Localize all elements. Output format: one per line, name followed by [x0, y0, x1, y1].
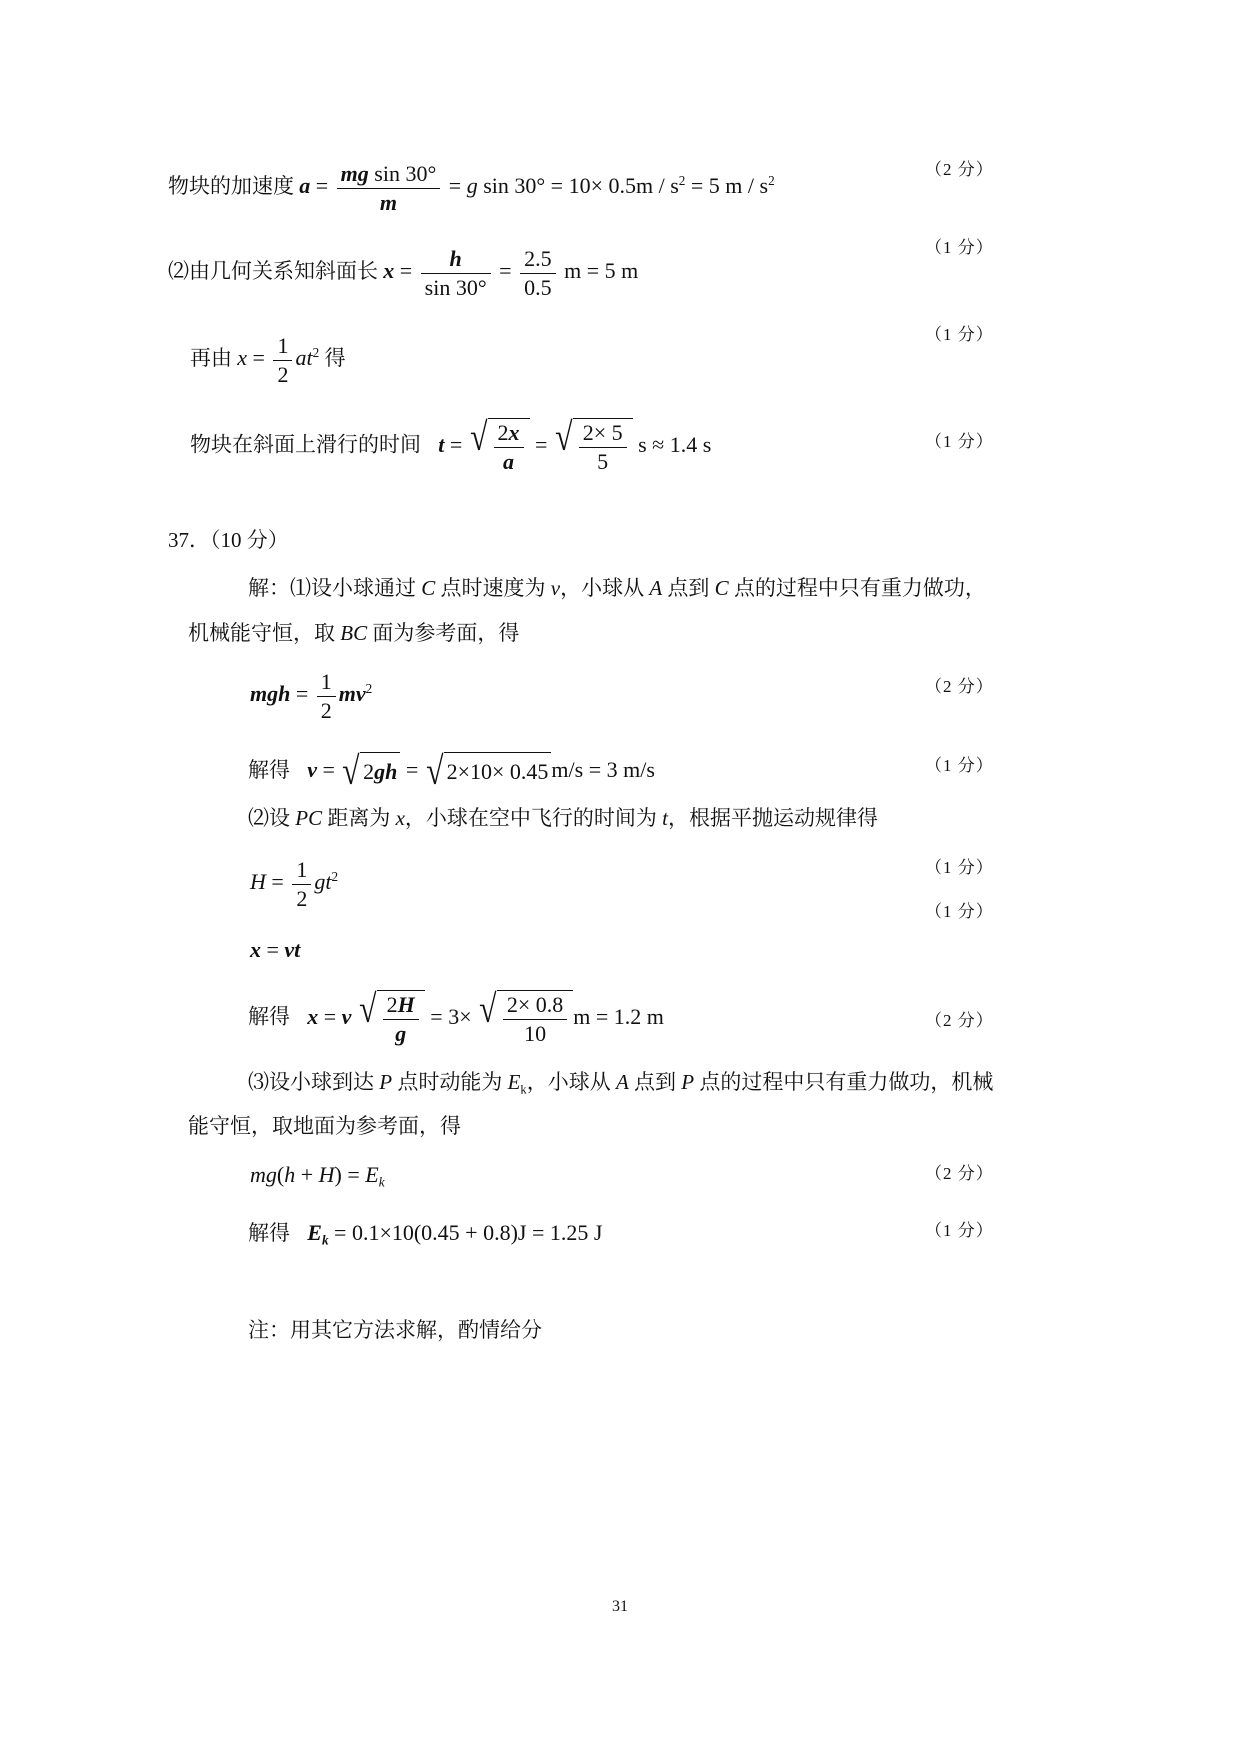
q37-paragraph-3	[248, 808, 878, 829]
horizontal-equation: x = vt	[250, 937, 301, 962]
energy-equation: mgh = $\frac{1}{2}$ $mv^2$	[250, 669, 373, 723]
q37-p1d: 点到	[667, 576, 710, 600]
q37-p1b: 点时速度为	[440, 576, 546, 600]
symbol-c-2: C	[714, 576, 729, 600]
score-11: （1 分）	[925, 1221, 994, 1240]
symbol-ek: E	[507, 1070, 521, 1094]
symbol-x: x	[395, 806, 405, 830]
time-formula: t = √ $\frac{2x}{a}$ = √ $\frac{2\times 5}{5}$ s ≈ 1.4 s	[438, 415, 712, 474]
q37-p4d: 点到	[634, 1070, 677, 1094]
q37-paragraph-2	[188, 623, 519, 644]
again-label-b: 得	[324, 346, 346, 371]
fall-equation: H = $\frac{1}{2}$ $gt^2$	[250, 857, 339, 911]
symbol-p: P	[379, 1070, 393, 1094]
q37-p1a: 解：⑴设小球通过	[248, 576, 416, 600]
q37-p4e: 点的过程中只有重力做功，机械	[699, 1070, 994, 1094]
q37-paragraph-4	[248, 1070, 994, 1097]
solve-label-3: 解得	[248, 1221, 290, 1245]
accel-label: 物块的加速度	[168, 174, 294, 199]
symbol-bc: BC	[340, 621, 368, 645]
symbol-p-2: P	[681, 1070, 695, 1094]
slope-line	[168, 245, 638, 301]
time-line	[190, 415, 712, 475]
symbol-pc: PC	[295, 806, 323, 830]
score-10: （2 分）	[925, 1164, 994, 1183]
q37-p2b: 面为参考面，得	[372, 621, 520, 645]
kinematics-formula: x = $\frac{1}{2}$ $at^2$	[237, 333, 320, 387]
energy-equation-2: $mg(h + H) = E_k$	[250, 1162, 385, 1190]
score-1: （2 分）	[925, 160, 994, 179]
slope-label: ⑵由几何关系知斜面长	[168, 259, 378, 284]
distance-line	[248, 987, 664, 1047]
q37-paragraph-5: 能守恒，取地面为参考面，得	[188, 1114, 461, 1138]
q37-p3c: ，小球在空中飞行的时间为	[404, 806, 657, 830]
symbol-c: C	[421, 576, 436, 600]
time-label: 物块在斜面上滑行的时间	[190, 432, 421, 457]
velocity-line	[248, 749, 655, 793]
kinetic-energy-line	[248, 1220, 603, 1248]
distance-formula: x = v √ $\frac{2H}{g}$ = 3× √ $\frac{2\times 0.8}{10}$ m = 1.2 m	[307, 987, 664, 1046]
q37-p4a: ⑶设小球到达	[248, 1070, 374, 1094]
q37-title: 37．（10 分）	[168, 528, 289, 552]
score-5: （2 分）	[925, 677, 994, 696]
symbol-k: k	[520, 1082, 527, 1097]
q37-paragraph-1	[248, 578, 986, 599]
symbol-t: t	[662, 806, 669, 830]
symbol-v: v	[550, 576, 561, 600]
accel-line	[168, 160, 775, 216]
accel-formula: a = $\frac{\text{mg sin 30°}}{m}$ = g $\sin 30^\circ = 10\times 0.5m / s^2 = 5$ m / $s^2$	[299, 161, 775, 215]
page-number: 31	[612, 1598, 628, 1615]
solve-label-2: 解得	[248, 1004, 290, 1029]
symbol-a: A	[649, 576, 663, 600]
q37-p4b: 点时动能为	[397, 1070, 503, 1094]
solve-label-1: 解得	[248, 757, 290, 782]
note: 注：用其它方法求解，酌情给分	[248, 1318, 542, 1342]
q37-p3d: ，根据平抛运动规律得	[668, 806, 879, 830]
q37-p1c: ，小球从	[560, 576, 645, 600]
q37-p1e: 点的过程中只有重力做功，	[733, 576, 986, 600]
symbol-a-2: A	[615, 1070, 629, 1094]
score-2: （1 分）	[925, 238, 994, 257]
score-6: （1 分）	[925, 756, 994, 775]
q37-p3b: 距离为	[327, 806, 391, 830]
score-3: （1 分）	[925, 325, 994, 344]
q37-p2a: 机械能守恒，取	[188, 621, 335, 645]
score-9: （2 分）	[925, 1011, 994, 1030]
score-7: （1 分）	[925, 858, 994, 877]
kinetic-energy-formula: $E_k = 0.1\times 10(0.45 + 0.8)J = 1.25$ J	[307, 1220, 603, 1248]
score-8: （1 分）	[925, 902, 994, 921]
score-4: （1 分）	[925, 432, 994, 451]
slope-formula: x = $\frac{h}{\sin 30^\circ}$ = $\frac{2.5}{0.5}$ m = 5 m	[383, 246, 639, 300]
again-line	[190, 332, 346, 388]
velocity-formula: v = √ 2 gh = √ 2×10× 0.45 m/s = 3 m/s	[307, 749, 655, 793]
q37-p3a: ⑵设	[248, 806, 290, 830]
again-label-a: 再由	[190, 346, 232, 371]
q37-p4c: ，小球从	[526, 1070, 611, 1094]
